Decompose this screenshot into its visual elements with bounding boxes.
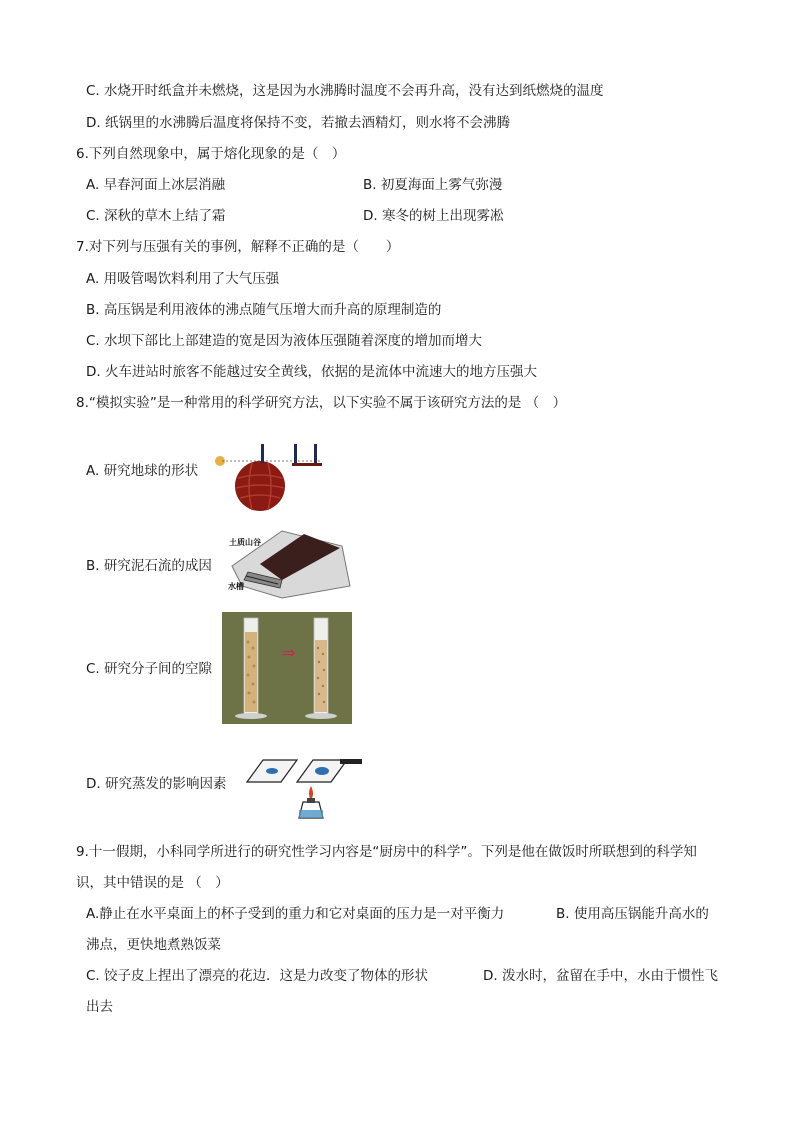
q9-stem-line1: 9.十一假期，小科同学所进行的研究性学习内容是“厨房中的科学”。下列是他在做饭时所联想到的科学知 [76,844,697,860]
q7-option-b: B. 高压锅是利用液体的沸点随气压增大而升高的原理制造的 [86,302,442,318]
q7-option-d: D. 火车进站时旅客不能越过安全黄线，依据的是流体中流速大的地方压强大 [86,364,537,380]
q7-option-a: A. 用吸管喝饮料利用了大气压强 [86,271,280,287]
q7-stem: 7.对下列与压强有关的事例，解释不正确的是（ ） [76,239,400,255]
q8-stem: 8.“模拟实验”是一种常用的科学研究方法，以下实验不属于该研究方法的是 （ ） [76,395,567,411]
q9-stem-line2: 识，其中错误的是 （ ） [76,875,229,891]
q6-option-a: A. 早春河面上冰层消融 [86,177,226,193]
q7-option-c: C. 水坝下部比上部建造的宽是因为液体压强随着深度的增加而增大 [86,333,483,349]
mudslide-figure [222,526,358,604]
q9-option-b-line2: 沸点，更快地煮熟饭菜 [86,937,221,953]
q9-option-d-line1: D. 泼水时，盆留在手中，水由于惯性飞 [483,968,718,984]
valley-label: 土质山谷 [229,538,261,547]
evaporation-figure [245,752,363,824]
q8-option-a: A. 研究地球的形状 [86,463,199,479]
q9-option-b-line1: B. 使用高压锅能升高水的 [556,906,709,922]
ship-mast-icon [261,444,264,463]
q9-option-a: A.静止在水平桌面上的杯子受到的重力和它对桌面的压力是一对平衡力 [86,906,505,922]
q9-option-c: C. 饺子皮上捏出了漂亮的花边．这是力改变了物体的形状 [86,968,429,984]
q5-option-d: D. 纸锅里的水沸腾后温度将保持不变，若撤去酒精灯，则水将不会沸腾 [86,115,510,131]
q6-option-c: C. 深秋的草木上结了霜 [86,208,226,224]
clamp-handle-icon [340,759,362,764]
q6-option-b: B. 初夏海面上雾气弥漫 [363,177,503,193]
q9-option-d-line2: 出去 [86,999,113,1015]
flat-surface-icon [292,463,322,466]
q8-option-b: B. 研究泥石流的成因 [86,558,212,574]
flame-icon [309,786,313,800]
q6-option-d: D. 寒冬的树上出现雾凇 [363,208,504,224]
water-tank-label: 水槽 [228,582,244,591]
q8-option-c: C. 研究分子间的空隙 [86,661,213,677]
q6-stem: 6.下列自然现象中，属于熔化现象的是（ ） [76,146,346,162]
globe-ship-figure [210,436,330,512]
cylinder-mixing-figure [222,612,352,724]
q5-option-c: C. 水烧开时纸盒并未燃烧，这是因为水沸腾时温度不会再升高，没有达到纸燃烧的温度 [86,83,604,99]
arrow-icon: ⇒ [282,643,296,662]
q8-option-d: D. 研究蒸发的影响因素 [86,776,227,792]
water-drop-icon [266,768,278,774]
